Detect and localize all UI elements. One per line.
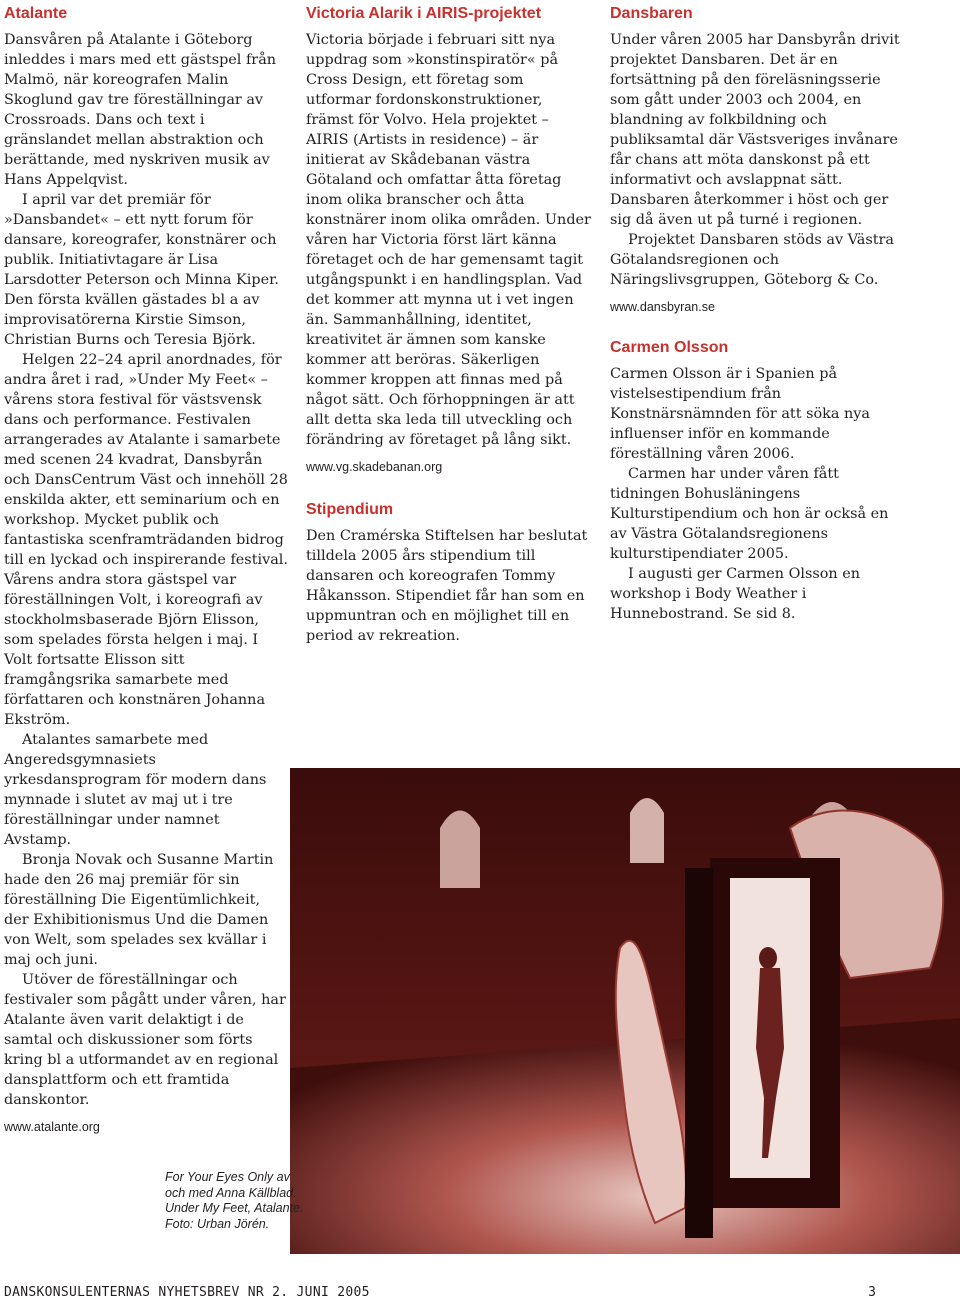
link-skadebanan[interactable]: www.vg.skadebanan.org (306, 460, 443, 474)
heading-carmen: Carmen Olsson (610, 339, 729, 356)
paragraph: Den Cramérska Stiftelsen har beslutat tilldela 2005 års stipendium till dansaren och koreografen Tommy Håkansson. Stipendiet får han som en uppmuntran och en möjlighet till en period av rekreation. (306, 528, 588, 644)
paragraph: Victoria började i februari sitt nya uppdrag som »konstinspiratör« på Cross Design, ett företag som utformar fordonskonstruktioner, främst för Volvo. Hela projektet – AIRIS (Artists in residence) – är initierat av Skådebanan västra Götaland och omfattar åtta företag inom olika branscher och åtta konstnärer inom olika områden. Under våren har Victoria först lärt känna företaget och de har gemensamt tagit utgångspunkt i en handlingsplan. Vad det kommer att mynna ut i vet ingen än. Sammanhållning, identitet, kreativitet är ämnen som kanske kommer att beröras. Säkerligen kommer kroppen att finnas med på något sätt. Och förhoppningen är att allt detta ska leda till utveckling och förändring av företaget på lång sikt. (306, 32, 591, 448)
stage-photo (290, 768, 960, 1254)
column-victoria (306, 4, 591, 646)
link-atalante[interactable]: www.atalante.org (4, 1120, 100, 1134)
caption-line: Foto: Urban Jörén. (165, 1216, 270, 1231)
arched-window-center (630, 798, 664, 863)
photo-caption (165, 1170, 325, 1232)
heading-victoria: Victoria Alarik i AIRIS-projektet (306, 5, 542, 22)
heading-atalante: Atalante (4, 5, 68, 22)
paragraph: Carmen har under våren fått tidningen Bohusläningens Kulturstipendium och hon är också en av Västra Götalandsregionens kulturstipendiater 2005. (610, 466, 889, 562)
paragraph: Dansvåren på Atalante i Göteborg inleddes i mars med ett gästspel från Malmö, när koreografen Malin Skoglund gav tre föreställningar av Crossroads. Dans och text i gränslandet mellan abstraktion och berättande, med nyskriven musik av Hans Appelqvist. (4, 32, 277, 188)
link-dansbyran[interactable]: www.dansbyran.se (610, 300, 715, 314)
caption-line: For Your Eyes Only av (165, 1170, 290, 1184)
heading-stipendium: Stipendium (306, 501, 394, 518)
dancer-head (759, 947, 777, 969)
paragraph: Under våren 2005 har Dansbyrån drivit projektet Dansbaren. Det är en fortsättning på den föreläsningsserie som gått under 2003 och 2004, en blandning av folkbildning och publiksamtal där Västsveriges invånare får chans att möta danskonst på ett informativt och avslappnat sätt. Dansbaren återkommer i höst och ger sig då även ut på turné i regionen. (610, 32, 900, 228)
caption-line: Under My Feet, Atalante. (165, 1201, 304, 1215)
paragraph: I augusti ger Carmen Olsson en workshop i Body Weather i Hunnebostrand. Se sid 8. (610, 566, 861, 622)
caption-line: och med Anna Källblad. (165, 1185, 297, 1200)
paragraph: Helgen 22–24 april anordnades, för andra året i rad, »Under My Feet« – vårens stora festival för västsvensk dans och performance. Festivalen arrangerades av Atalante i samarbete med scenen 24 kvadrat, Dansbyrån och DansCentrum Väst och innehöll 28 enskilda akter, ett seminarium och en workshop. Mycket publik och fantastiska scenframträdanden bidrog till en lyckad och inspirerande festival. Vårens andra stora gästspel var föreställningen Volt, i koreografi av stockholmsbaserade Björn Elisson, som spelades första helgen i maj. I Volt fortsatte Elisson sitt framgångsrika samarbete med författaren och konstnären Johanna Ekström. (4, 352, 288, 728)
arched-window-left (440, 811, 480, 889)
paragraph: Utöver de föreställningar och festivaler som pågått under våren, har Atalante även varit delaktigt i de samtal och diskussioner som förts kring bl a utformandet av en regional dansplattform och ett framtida danskontor. (4, 972, 286, 1108)
door-panel (685, 868, 713, 1238)
column-atalante (4, 4, 289, 1136)
paragraph: Projektet Dansbaren stöds av Västra Götalandsregionen och Näringslivsgruppen, Göteborg & Co. (610, 232, 894, 288)
paragraph: I april var det premiär för »Dansbandet« – ett nytt forum för dansare, koreografer, konstnärer och publik. Initiativtagare är Lisa Larsdotter Peterson och Minna Kiper. Den första kvällen gästades bl a av improvisatörerna Kirstie Simson, Christian Burns och Teresia Björk. (4, 192, 279, 348)
heading-dansbaren: Dansbaren (610, 5, 693, 22)
footer-title: DANSKONSULENTERNAS NYHETSBREV NR 2. JUNI 2005 (4, 1285, 370, 1300)
column-dansbaren (610, 4, 900, 624)
paragraph: Atalantes samarbete med Angeredsgymnasiets yrkesdansprogram för modern dans mynnade i slutet av maj ut i tre föreställningar under namnet Avstamp. (4, 732, 267, 848)
paragraph: Carmen Olsson är i Spanien på vistelsestipendium från Konstnärsnämnden för att söka nya influenser inför en kommande föreställning våren 2006. (610, 366, 870, 462)
page-number: 3 (868, 1285, 876, 1300)
paragraph: Bronja Novak och Susanne Martin hade den 26 maj premiär för sin föreställning Die Eigentümlichkeit, der Exhibitionismus Und die Damen von Welt, som spelades sex kvällar i maj och juni. (4, 852, 274, 968)
